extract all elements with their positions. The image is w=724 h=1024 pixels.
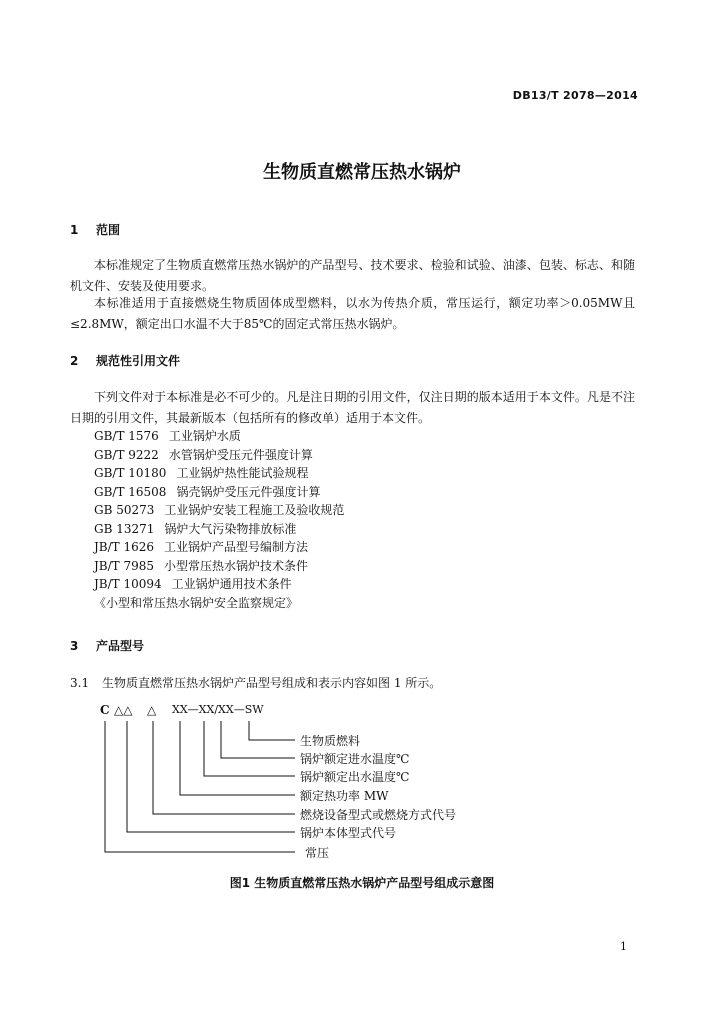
diagram-label-fuel: 生物质燃料 xyxy=(300,734,361,748)
diagram-label-atmospheric: 常压 xyxy=(305,846,330,860)
refs-intro: 下列文件对于本标准是必不可少的。凡是注日期的引用文件，仅注日期的版本适用于本文件。凡是不注日期的引用文件，其最新版本（包括所有的修改单）适用于本文件。 xyxy=(70,390,635,425)
reference-title: 小型常压热水锅炉技术条件 xyxy=(164,559,309,573)
standard-code: DB13/T 2078—2014 xyxy=(512,89,638,102)
reference-title: 工业锅炉通用技术条件 xyxy=(171,577,292,591)
diagram-label-inlet-temp: 锅炉额定进水温度℃ xyxy=(300,752,410,766)
reference-code: GB 13271 xyxy=(94,522,155,536)
subclause-text: 生物质直燃常压热水锅炉产品型号组成和表示内容如图 1 所示。 xyxy=(102,676,442,690)
model-code-triangles: △△ xyxy=(114,703,133,717)
section-number: 2 xyxy=(70,354,79,368)
model-code-c: C xyxy=(100,703,110,717)
reference-code: JB/T 10094 xyxy=(94,577,162,591)
model-code-triangle: △ xyxy=(147,703,157,717)
section-number: 1 xyxy=(70,223,79,237)
reference-title: 工业锅炉热性能试验规程 xyxy=(176,466,309,480)
reference-title: 水管锅炉受压元件强度计算 xyxy=(168,448,313,462)
reference-code: JB/T 1626 xyxy=(94,540,155,554)
diagram-label-rated-power: 额定热功率 MW xyxy=(300,789,389,803)
reference-title: 《小型和常压热水锅炉安全监察规定》 xyxy=(94,596,299,610)
reference-code: GB/T 16508 xyxy=(94,485,167,499)
reference-code: GB/T 1576 xyxy=(94,429,159,443)
diagram-label-combustion-type: 燃烧设备型式或燃烧方式代号 xyxy=(300,808,457,822)
section-title: 产品型号 xyxy=(96,639,145,653)
reference-title: 工业锅炉水质 xyxy=(168,429,241,443)
scope-paragraph-2: 本标准适用于直接燃烧生物质固体成型燃料，以水为传热介质，常压运行，额定功率＞0.05MW且≤2.8MW，额定出口水温不大于85℃的固定式常压热水锅炉。 xyxy=(70,296,635,331)
diagram-label-outlet-temp: 锅炉额定出水温度℃ xyxy=(300,770,410,784)
figure-caption: 图1 生物质直燃常压热水锅炉产品型号组成示意图 xyxy=(229,876,495,890)
model-code-rest: XX—XX/XX—SW xyxy=(172,703,264,716)
reference-code: JB/T 7985 xyxy=(94,559,155,573)
page-number: 1 xyxy=(620,940,627,953)
reference-title: 锅壳锅炉受压元件强度计算 xyxy=(176,485,321,499)
reference-title: 锅炉大气污染物排放标准 xyxy=(164,522,297,536)
section-number: 3 xyxy=(70,639,79,653)
subclause-number: 3.1 xyxy=(70,676,90,690)
reference-code: GB 50273 xyxy=(94,503,155,517)
scope-paragraph-1: 本标准规定了生物质直燃常压热水锅炉的产品型号、技术要求、检验和试验、油漆、包装、标志、和随机文件、安装及使用要求。 xyxy=(70,258,635,293)
section-title: 范围 xyxy=(96,223,121,237)
reference-code: GB/T 9222 xyxy=(94,448,159,462)
reference-code: GB/T 10180 xyxy=(94,466,167,480)
diagram-label-body-type: 锅炉本体型式代号 xyxy=(300,826,397,840)
reference-title: 工业锅炉产品型号编制方法 xyxy=(164,540,309,554)
section-title: 规范性引用文件 xyxy=(96,354,181,368)
document-title: 生物质直燃常压热水锅炉 xyxy=(263,162,461,183)
reference-title: 工业锅炉安装工程施工及验收规范 xyxy=(164,503,345,517)
